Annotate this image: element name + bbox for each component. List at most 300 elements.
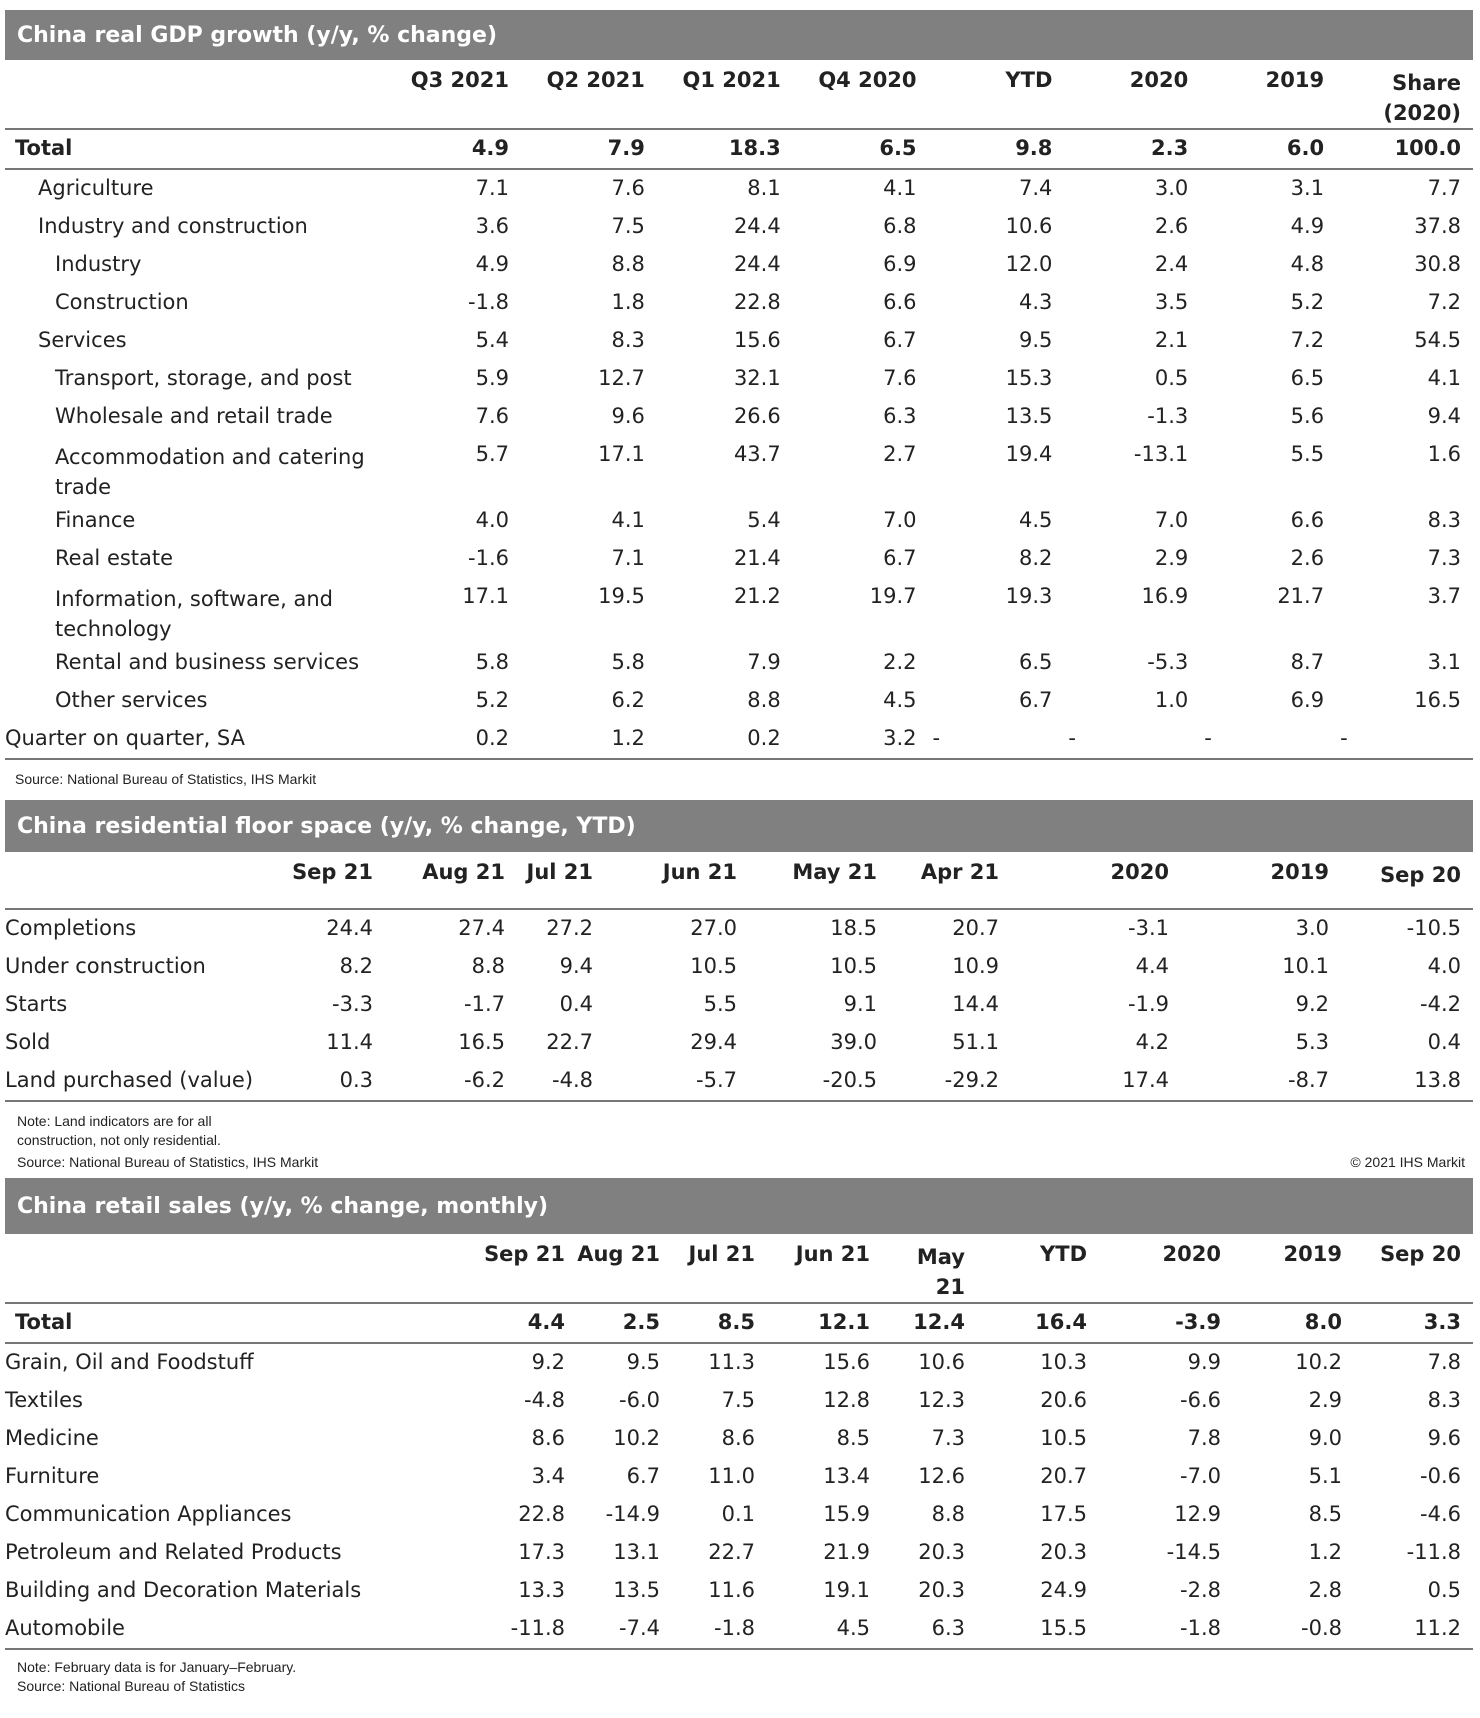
gdp-cell: - bbox=[932, 726, 941, 750]
gdp-cell: 2.7 bbox=[883, 442, 917, 466]
gdp-row bbox=[5, 398, 1473, 436]
floor-cell: 11.4 bbox=[326, 1030, 373, 1054]
floor-cell: 10.5 bbox=[690, 954, 737, 978]
retail-cell: 12.9 bbox=[1174, 1502, 1221, 1526]
gdp-column-header: Q3 2021 bbox=[410, 68, 510, 92]
gdp-cell: 4.1 bbox=[611, 508, 645, 532]
gdp-cell: 24.4 bbox=[733, 214, 781, 238]
floor-cell: 22.7 bbox=[546, 1030, 593, 1054]
gdp-column-header: Q4 2020 bbox=[818, 68, 917, 92]
retail-cell: 7.3 bbox=[931, 1426, 965, 1450]
gdp-cell: 8.8 bbox=[611, 252, 645, 276]
retail-cell: 10.3 bbox=[1040, 1350, 1087, 1374]
retail-column-header: Sep 20 bbox=[1380, 1242, 1461, 1266]
gdp-column-header: Share (2020) bbox=[1383, 71, 1461, 125]
gdp-column-header: Q2 2021 bbox=[546, 68, 645, 92]
retail-cell: 11.2 bbox=[1414, 1616, 1461, 1640]
retail-column-header: 2020 bbox=[1162, 1242, 1221, 1266]
floor-note-line1: Note: Land indicators are for all bbox=[17, 1113, 212, 1129]
retail-row-label: Grain, Oil and Foodstuff bbox=[5, 1350, 254, 1374]
gdp-cell: 6.5 bbox=[1290, 366, 1325, 390]
retail-row bbox=[5, 1343, 1473, 1382]
gdp-cell: 19.7 bbox=[869, 584, 917, 608]
retail-cell: -7.0 bbox=[1180, 1464, 1221, 1488]
retail-cell: 8.5 bbox=[836, 1426, 870, 1450]
retail-column-header: 2019 bbox=[1283, 1242, 1342, 1266]
retail-cell: 15.5 bbox=[1040, 1616, 1087, 1640]
gdp-cell: 0.2 bbox=[747, 726, 781, 750]
gdp-cell: 7.9 bbox=[747, 650, 781, 674]
floor-cell: -4.2 bbox=[1420, 992, 1461, 1016]
retail-cell: -2.8 bbox=[1180, 1578, 1221, 1602]
gdp-row bbox=[5, 284, 1473, 322]
retail-cell: 13.4 bbox=[823, 1464, 870, 1488]
floor-row bbox=[5, 1062, 1473, 1101]
floor-column-header: 2019 bbox=[1270, 860, 1329, 884]
retail-total-row bbox=[5, 1303, 1473, 1343]
gdp-column-header: 2019 bbox=[1265, 68, 1325, 92]
gdp-table bbox=[5, 60, 1473, 760]
gdp-cell: 9.8 bbox=[1015, 136, 1053, 160]
retail-column-header: May 21 bbox=[916, 1245, 965, 1299]
gdp-cell: 15.6 bbox=[733, 328, 781, 352]
retail-cell: 8.3 bbox=[1427, 1388, 1461, 1412]
floor-row-label: Land purchased (value) bbox=[5, 1068, 254, 1092]
retail-cell: 16.4 bbox=[1035, 1310, 1087, 1334]
floor-note-line2: construction, not only residential. bbox=[17, 1132, 221, 1148]
gdp-cell: 16.5 bbox=[1414, 688, 1461, 712]
gdp-cell: 19.5 bbox=[598, 584, 645, 608]
floor-cell: 29.4 bbox=[690, 1030, 737, 1054]
gdp-cell: 4.8 bbox=[1290, 252, 1325, 276]
retail-row bbox=[5, 1496, 1473, 1534]
gdp-cell: 7.0 bbox=[1154, 508, 1189, 532]
retail-cell: 21.9 bbox=[823, 1540, 870, 1564]
retail-row bbox=[5, 1572, 1473, 1610]
retail-cell: -11.8 bbox=[510, 1616, 565, 1640]
gdp-source: Source: National Bureau of Statistics, IHS Markit bbox=[15, 771, 317, 787]
retail-cell: 1.2 bbox=[1308, 1540, 1342, 1564]
retail-row-label: Total bbox=[15, 1310, 73, 1334]
gdp-cell: 9.5 bbox=[1018, 328, 1053, 352]
retail-cell: 13.1 bbox=[613, 1540, 660, 1564]
retail-cell: 17.3 bbox=[518, 1540, 565, 1564]
gdp-cell: 8.8 bbox=[747, 688, 781, 712]
gdp-cell: 2.3 bbox=[1151, 136, 1189, 160]
gdp-row-label: Agriculture bbox=[38, 176, 154, 200]
retail-row-label: Textiles bbox=[5, 1388, 84, 1412]
floor-row-label: Starts bbox=[5, 992, 68, 1016]
gdp-row-label: Total bbox=[15, 136, 73, 160]
gdp-cell: 2.6 bbox=[1154, 214, 1189, 238]
gdp-row bbox=[5, 436, 1473, 502]
gdp-total-row bbox=[5, 129, 1473, 169]
gdp-cell: -1.6 bbox=[468, 546, 510, 570]
retail-cell: 20.6 bbox=[1040, 1388, 1087, 1412]
gdp-cell: 5.9 bbox=[475, 366, 510, 390]
gdp-row-label: Services bbox=[38, 328, 127, 352]
gdp-cell: 8.3 bbox=[1427, 508, 1461, 532]
gdp-cell: 7.1 bbox=[611, 546, 645, 570]
page-content bbox=[5, 10, 1473, 1696]
retail-cell: 10.2 bbox=[613, 1426, 660, 1450]
gdp-cell: 1.2 bbox=[611, 726, 645, 750]
gdp-cell: 18.3 bbox=[728, 136, 781, 160]
gdp-cell: 17.1 bbox=[462, 584, 510, 608]
retail-row bbox=[5, 1420, 1473, 1458]
gdp-cell: 19.3 bbox=[1005, 584, 1053, 608]
gdp-cell: 7.2 bbox=[1427, 290, 1461, 314]
floor-cell: -1.7 bbox=[464, 992, 505, 1016]
floor-cell: -6.2 bbox=[464, 1068, 505, 1092]
gdp-cell: 6.7 bbox=[883, 546, 917, 570]
retail-row bbox=[5, 1382, 1473, 1420]
gdp-column-header: Q1 2021 bbox=[682, 68, 781, 92]
retail-column-header: Aug 21 bbox=[577, 1242, 660, 1266]
retail-row bbox=[5, 1458, 1473, 1496]
gdp-row-label: Transport, storage, and post bbox=[55, 366, 352, 390]
retail-cell: 7.8 bbox=[1187, 1426, 1221, 1450]
gdp-cell: 7.9 bbox=[607, 136, 645, 160]
gdp-header-row bbox=[5, 60, 1473, 129]
retail-cell: 11.6 bbox=[708, 1578, 755, 1602]
retail-cell: 12.6 bbox=[918, 1464, 965, 1488]
floor-column-header: Jun 21 bbox=[662, 860, 737, 884]
gdp-cell: 7.2 bbox=[1290, 328, 1325, 352]
gdp-cell: 5.6 bbox=[1290, 404, 1325, 428]
retail-cell: 12.8 bbox=[823, 1388, 870, 1412]
floor-cell: 51.1 bbox=[952, 1030, 999, 1054]
gdp-cell: 7.7 bbox=[1427, 176, 1461, 200]
gdp-cell: 6.2 bbox=[611, 688, 645, 712]
gdp-cell: 12.0 bbox=[1005, 252, 1053, 276]
gdp-cell: 26.6 bbox=[733, 404, 781, 428]
gdp-cell: 6.3 bbox=[883, 404, 917, 428]
floor-cell: 27.0 bbox=[690, 916, 737, 940]
floor-column-header: 2020 bbox=[1110, 860, 1169, 884]
gdp-cell: 37.8 bbox=[1414, 214, 1461, 238]
gdp-row bbox=[5, 682, 1473, 720]
gdp-cell: 4.0 bbox=[475, 508, 510, 532]
gdp-cell: 0.2 bbox=[475, 726, 510, 750]
gdp-cell: 5.4 bbox=[747, 508, 781, 532]
gdp-cell: 2.1 bbox=[1154, 328, 1189, 352]
gdp-cell: -1.8 bbox=[468, 290, 510, 314]
retail-row-label: Automobile bbox=[5, 1616, 125, 1640]
gdp-row bbox=[5, 540, 1473, 578]
retail-cell: 8.6 bbox=[531, 1426, 565, 1450]
gdp-row bbox=[5, 246, 1473, 284]
floor-column-header: Apr 21 bbox=[920, 860, 999, 884]
retail-cell: -6.0 bbox=[619, 1388, 660, 1412]
retail-cell: 2.9 bbox=[1308, 1388, 1342, 1412]
floor-column-header: May 21 bbox=[792, 860, 877, 884]
gdp-cell: 6.7 bbox=[883, 328, 917, 352]
gdp-cell: 9.4 bbox=[1427, 404, 1461, 428]
gdp-cell: 6.5 bbox=[879, 136, 917, 160]
retail-cell: 10.5 bbox=[1040, 1426, 1087, 1450]
retail-cell: 12.4 bbox=[913, 1310, 965, 1334]
gdp-row-label: Rental and business services bbox=[55, 650, 360, 674]
retail-row-label: Petroleum and Related Products bbox=[5, 1540, 342, 1564]
floor-cell: 39.0 bbox=[830, 1030, 877, 1054]
floor-cell: -1.9 bbox=[1128, 992, 1169, 1016]
gdp-row bbox=[5, 578, 1473, 644]
gdp-cell: 8.3 bbox=[611, 328, 645, 352]
gdp-table-title: China real GDP growth (y/y, % change) bbox=[5, 10, 1473, 60]
gdp-cell: 5.5 bbox=[1290, 442, 1325, 466]
floor-cell: 14.4 bbox=[952, 992, 999, 1016]
retail-cell: 4.4 bbox=[527, 1310, 565, 1334]
gdp-row-label: Accommodation and catering trade bbox=[55, 445, 365, 499]
retail-notes bbox=[5, 1650, 1473, 1696]
gdp-cell: 6.5 bbox=[1018, 650, 1053, 674]
gdp-cell: -5.3 bbox=[1147, 650, 1189, 674]
retail-cell: 6.3 bbox=[931, 1616, 965, 1640]
floor-cell: 27.2 bbox=[546, 916, 593, 940]
gdp-row-label: Wholesale and retail trade bbox=[55, 404, 333, 428]
floor-header-label bbox=[5, 852, 245, 909]
floor-cell: 9.2 bbox=[1295, 992, 1329, 1016]
retail-cell: 10.6 bbox=[918, 1350, 965, 1374]
retail-cell: 22.8 bbox=[518, 1502, 565, 1526]
retail-row bbox=[5, 1610, 1473, 1649]
gdp-cell: 4.5 bbox=[1018, 508, 1053, 532]
gdp-cell: 4.1 bbox=[1427, 366, 1461, 390]
gdp-cell: 22.8 bbox=[733, 290, 781, 314]
gdp-cell: 19.4 bbox=[1005, 442, 1053, 466]
retail-cell: 20.3 bbox=[1040, 1540, 1087, 1564]
gdp-cell: 7.3 bbox=[1427, 546, 1461, 570]
floor-row bbox=[5, 948, 1473, 986]
retail-column-header: YTD bbox=[1040, 1242, 1087, 1266]
retail-cell: -11.8 bbox=[1406, 1540, 1461, 1564]
floor-row-label: Under construction bbox=[5, 954, 206, 978]
floor-cell: 8.2 bbox=[339, 954, 373, 978]
gdp-cell: 3.1 bbox=[1427, 650, 1461, 674]
gdp-row bbox=[5, 322, 1473, 360]
gdp-cell: 15.3 bbox=[1005, 366, 1053, 390]
retail-cell: 8.5 bbox=[1308, 1502, 1342, 1526]
floor-cell: -4.8 bbox=[552, 1068, 593, 1092]
gdp-column-header: YTD bbox=[1005, 68, 1053, 92]
retail-cell: -0.8 bbox=[1301, 1616, 1342, 1640]
retail-table-title: China retail sales (y/y, % change, monthly) bbox=[5, 1178, 1473, 1234]
floor-cell: 10.9 bbox=[952, 954, 999, 978]
retail-cell: 7.8 bbox=[1427, 1350, 1461, 1374]
gdp-cell: 12.7 bbox=[598, 366, 645, 390]
gdp-cell: 4.1 bbox=[883, 176, 917, 200]
retail-cell: 13.5 bbox=[613, 1578, 660, 1602]
gdp-cell: 16.9 bbox=[1141, 584, 1189, 608]
retail-cell: -1.8 bbox=[714, 1616, 755, 1640]
gdp-cell: 4.9 bbox=[1290, 214, 1325, 238]
gdp-cell: 6.9 bbox=[883, 252, 917, 276]
gdp-cell: 7.6 bbox=[883, 366, 917, 390]
retail-cell: 15.9 bbox=[823, 1502, 870, 1526]
copyright: © 2021 IHS Markit bbox=[1350, 1154, 1465, 1170]
gdp-cell: 3.0 bbox=[1154, 176, 1189, 200]
gdp-cell: 100.0 bbox=[1394, 136, 1461, 160]
gdp-cell: 2.4 bbox=[1154, 252, 1189, 276]
gdp-cell: 6.9 bbox=[1290, 688, 1325, 712]
gdp-cell: 21.2 bbox=[733, 584, 781, 608]
retail-row-label: Communication Appliances bbox=[5, 1502, 292, 1526]
retail-cell: 9.2 bbox=[531, 1350, 565, 1374]
retail-cell: 11.3 bbox=[708, 1350, 755, 1374]
gdp-cell: 24.4 bbox=[733, 252, 781, 276]
retail-cell: 17.5 bbox=[1040, 1502, 1087, 1526]
gdp-row-label: Industry and construction bbox=[38, 214, 308, 238]
gdp-row-label: Information, software, and technology bbox=[55, 587, 333, 641]
retail-cell: 11.0 bbox=[708, 1464, 755, 1488]
floor-cell: 4.4 bbox=[1135, 954, 1169, 978]
gdp-cell: 4.5 bbox=[883, 688, 917, 712]
gdp-row-label: Industry bbox=[55, 252, 142, 276]
retail-cell: -14.9 bbox=[605, 1502, 660, 1526]
gdp-cell: 8.1 bbox=[747, 176, 781, 200]
retail-cell: 5.1 bbox=[1308, 1464, 1342, 1488]
gdp-cell: 1.0 bbox=[1154, 688, 1189, 712]
retail-row-label: Furniture bbox=[5, 1464, 100, 1488]
gdp-cell: 5.2 bbox=[475, 688, 510, 712]
gdp-row bbox=[5, 169, 1473, 208]
retail-cell: 6.7 bbox=[626, 1464, 660, 1488]
gdp-cell: 32.1 bbox=[733, 366, 781, 390]
retail-cell: -14.5 bbox=[1166, 1540, 1221, 1564]
floor-cell: 18.5 bbox=[830, 916, 877, 940]
floor-cell: 17.4 bbox=[1122, 1068, 1169, 1092]
retail-cell: 9.9 bbox=[1187, 1350, 1221, 1374]
gdp-row-label: Quarter on quarter, SA bbox=[5, 726, 246, 750]
retail-row-label: Building and Decoration Materials bbox=[5, 1578, 362, 1602]
gdp-cell: - bbox=[1068, 726, 1076, 750]
gdp-cell: 6.8 bbox=[883, 214, 917, 238]
gdp-row bbox=[5, 644, 1473, 682]
gdp-cell: 5.4 bbox=[475, 328, 510, 352]
gdp-cell: 13.5 bbox=[1005, 404, 1053, 428]
floor-cell: 4.0 bbox=[1427, 954, 1461, 978]
gdp-cell: 21.4 bbox=[733, 546, 781, 570]
retail-cell: 9.0 bbox=[1308, 1426, 1342, 1450]
retail-row-label: Medicine bbox=[5, 1426, 99, 1450]
gdp-cell: 43.7 bbox=[733, 442, 781, 466]
retail-cell: 8.0 bbox=[1304, 1310, 1342, 1334]
floor-column-header: Sep 20 bbox=[1380, 863, 1461, 887]
floor-cell: 9.1 bbox=[843, 992, 877, 1016]
floor-cell: -5.7 bbox=[696, 1068, 737, 1092]
gdp-cell: 21.7 bbox=[1277, 584, 1325, 608]
gdp-cell: 3.2 bbox=[883, 726, 917, 750]
floor-row bbox=[5, 1024, 1473, 1062]
retail-cell: 22.7 bbox=[708, 1540, 755, 1564]
gdp-row-label: Real estate bbox=[55, 546, 174, 570]
floor-notes bbox=[5, 1102, 1473, 1178]
retail-cell: -7.4 bbox=[619, 1616, 660, 1640]
gdp-cell: 5.2 bbox=[1290, 290, 1325, 314]
floor-note bbox=[17, 1112, 221, 1150]
gdp-row-label: Finance bbox=[55, 508, 136, 532]
retail-header-row bbox=[5, 1234, 1473, 1303]
floor-cell: 20.7 bbox=[952, 916, 999, 940]
floor-cell: 5.5 bbox=[703, 992, 737, 1016]
gdp-cell: 1.6 bbox=[1427, 442, 1461, 466]
retail-cell: 3.4 bbox=[531, 1464, 565, 1488]
gdp-cell: 3.7 bbox=[1427, 584, 1461, 608]
floor-cell: 13.8 bbox=[1414, 1068, 1461, 1092]
retail-cell: 9.6 bbox=[1427, 1426, 1461, 1450]
gdp-cell: 5.8 bbox=[475, 650, 510, 674]
floor-cell: 0.4 bbox=[1427, 1030, 1461, 1054]
retail-cell: 12.1 bbox=[818, 1310, 870, 1334]
floor-row bbox=[5, 986, 1473, 1024]
retail-cell: -4.8 bbox=[524, 1388, 565, 1412]
gdp-cell: 30.8 bbox=[1414, 252, 1461, 276]
floor-table bbox=[5, 852, 1473, 1102]
retail-cell: 3.3 bbox=[1423, 1310, 1461, 1334]
retail-cell: 2.5 bbox=[622, 1310, 660, 1334]
gdp-cell: 2.2 bbox=[883, 650, 917, 674]
retail-cell: 4.5 bbox=[836, 1616, 870, 1640]
retail-cell: 24.9 bbox=[1040, 1578, 1087, 1602]
gdp-header-label bbox=[5, 60, 385, 129]
gdp-column-header: 2020 bbox=[1129, 68, 1189, 92]
retail-column-header: Jun 21 bbox=[795, 1242, 870, 1266]
retail-cell: 0.1 bbox=[721, 1502, 755, 1526]
floor-cell: 27.4 bbox=[458, 916, 505, 940]
retail-cell: -6.6 bbox=[1180, 1388, 1221, 1412]
floor-cell: 3.0 bbox=[1295, 916, 1329, 940]
retail-cell: 20.7 bbox=[1040, 1464, 1087, 1488]
floor-cell: -3.1 bbox=[1128, 916, 1169, 940]
retail-source: Source: National Bureau of Statistics bbox=[17, 1678, 246, 1694]
retail-header-label bbox=[5, 1234, 445, 1303]
retail-cell: 9.5 bbox=[626, 1350, 660, 1374]
retail-cell: 8.6 bbox=[721, 1426, 755, 1450]
gdp-cell: 7.0 bbox=[883, 508, 917, 532]
retail-cell: 0.5 bbox=[1427, 1578, 1461, 1602]
retail-note: Note: February data is for January–February. bbox=[17, 1659, 297, 1675]
gdp-row-label: Construction bbox=[55, 290, 189, 314]
retail-row bbox=[5, 1534, 1473, 1572]
floor-cell: -10.5 bbox=[1406, 916, 1461, 940]
gdp-cell: 7.6 bbox=[611, 176, 645, 200]
floor-row-label: Sold bbox=[5, 1030, 51, 1054]
floor-cell: 0.3 bbox=[339, 1068, 373, 1092]
floor-cell: 16.5 bbox=[458, 1030, 505, 1054]
retail-column-header: Sep 21 bbox=[484, 1242, 565, 1266]
floor-cell: 5.3 bbox=[1295, 1030, 1329, 1054]
gdp-cell: 5.8 bbox=[611, 650, 645, 674]
gdp-cell: 7.1 bbox=[475, 176, 510, 200]
gdp-row-label: Other services bbox=[55, 688, 208, 712]
floor-cell: 4.2 bbox=[1135, 1030, 1169, 1054]
gdp-cell: 1.8 bbox=[611, 290, 645, 314]
gdp-cell: 10.6 bbox=[1005, 214, 1053, 238]
floor-cell: -8.7 bbox=[1288, 1068, 1329, 1092]
gdp-qoq-row bbox=[5, 720, 1473, 759]
retail-cell: -0.6 bbox=[1420, 1464, 1461, 1488]
gdp-cell: 7.6 bbox=[475, 404, 510, 428]
retail-cell: 12.3 bbox=[918, 1388, 965, 1412]
gdp-cell: 6.6 bbox=[883, 290, 917, 314]
gdp-cell: 2.9 bbox=[1154, 546, 1189, 570]
gdp-row bbox=[5, 360, 1473, 398]
retail-column-header: Jul 21 bbox=[688, 1242, 755, 1266]
floor-source: Source: National Bureau of Statistics, IHS Markit bbox=[17, 1154, 319, 1170]
gdp-row bbox=[5, 502, 1473, 540]
gdp-cell: 8.2 bbox=[1018, 546, 1053, 570]
